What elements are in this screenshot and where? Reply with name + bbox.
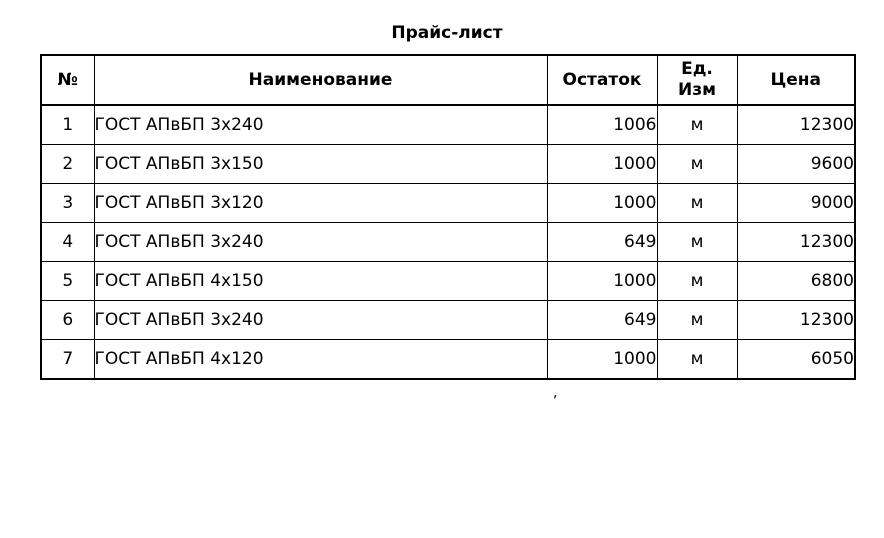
cell-unit: м	[657, 184, 737, 223]
cell-unit: м	[657, 340, 737, 380]
header-unit	[657, 55, 737, 105]
cell-price: 9600	[737, 145, 855, 184]
cell-num: 4	[41, 223, 94, 262]
cell-stock: 1006	[547, 105, 657, 145]
header-unit-line1: Ед.	[681, 59, 713, 79]
table-row	[41, 223, 855, 262]
cell-stock: 649	[547, 301, 657, 340]
cell-name: ГОСТ АПвБП 4х120	[94, 340, 547, 380]
cell-name: ГОСТ АПвБП 4х150	[94, 262, 547, 301]
cell-price: 12300	[737, 105, 855, 145]
cell-num: 5	[41, 262, 94, 301]
cell-stock: 1000	[547, 340, 657, 380]
table-row	[41, 105, 855, 145]
cell-unit: м	[657, 145, 737, 184]
cell-name: ГОСТ АПвБП 3х240	[94, 223, 547, 262]
header-num: №	[41, 55, 94, 105]
cell-stock: 1000	[547, 145, 657, 184]
table-row	[41, 184, 855, 223]
header-stock: Остаток	[547, 55, 657, 105]
table-row	[41, 262, 855, 301]
cell-price: 6050	[737, 340, 855, 380]
cell-stock: 1000	[547, 262, 657, 301]
page-title: Прайс-лист	[391, 23, 503, 43]
cell-price: 12300	[737, 223, 855, 262]
cell-price: 12300	[737, 301, 855, 340]
cell-stock: 1000	[547, 184, 657, 223]
table-body	[41, 105, 855, 379]
cell-unit: м	[657, 105, 737, 145]
table-row	[41, 340, 855, 380]
table-header	[41, 55, 855, 105]
cell-stock: 649	[547, 223, 657, 262]
price-table	[40, 54, 856, 380]
header-row	[41, 55, 855, 105]
cell-num: 3	[41, 184, 94, 223]
header-unit-line2: Изм	[677, 80, 716, 100]
cell-name: ГОСТ АПвБП 3х150	[94, 145, 547, 184]
header-price: Цена	[737, 55, 855, 105]
cell-price: 9000	[737, 184, 855, 223]
cell-unit: м	[657, 223, 737, 262]
cell-unit: м	[657, 301, 737, 340]
cell-num: 7	[41, 340, 94, 380]
cell-price: 6800	[737, 262, 855, 301]
stray-comma-mark: ,	[553, 385, 558, 401]
cell-name: ГОСТ АПвБП 3х240	[94, 301, 547, 340]
table-row	[41, 301, 855, 340]
table-row	[41, 145, 855, 184]
header-name: Наименование	[94, 55, 547, 105]
cell-num: 2	[41, 145, 94, 184]
cell-unit: м	[657, 262, 737, 301]
cell-num: 1	[41, 105, 94, 145]
cell-name: ГОСТ АПвБП 3х240	[94, 105, 547, 145]
cell-name: ГОСТ АПвБП 3х120	[94, 184, 547, 223]
cell-num: 6	[41, 301, 94, 340]
